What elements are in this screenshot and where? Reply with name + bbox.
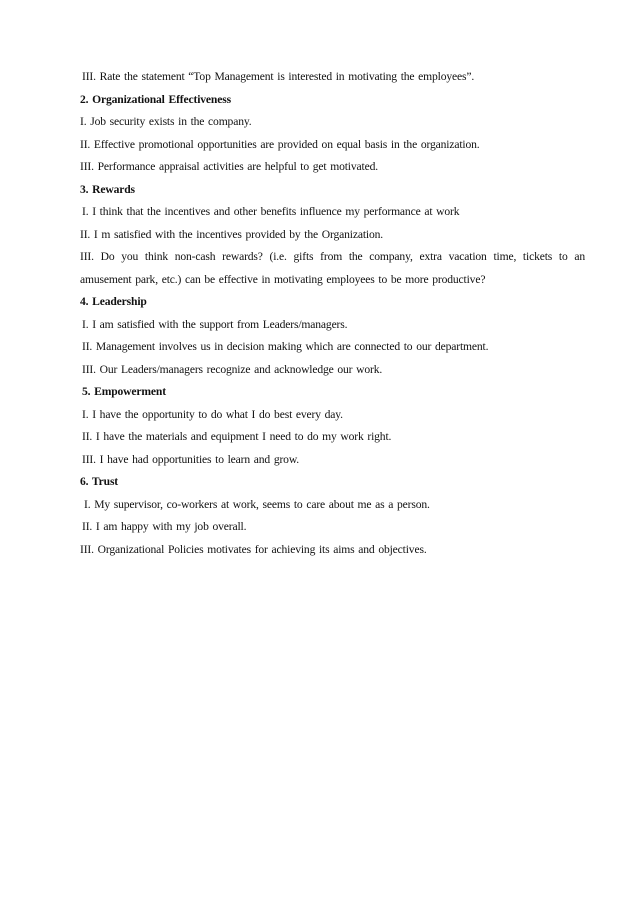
item-materials-equipment: II. I have the materials and equipment I need to do my work right. bbox=[82, 430, 392, 443]
item-incentives-influence: I. I think that the incentives and other benefits influence my performance at work bbox=[82, 205, 460, 218]
item-learn-grow: III. I have had opportunities to learn and grow. bbox=[82, 452, 300, 466]
item-rate-statement: III. Rate the statement “Top Management is interested in motivating the employees”. bbox=[82, 70, 475, 83]
section-heading-empowerment: 5. Empowerment bbox=[82, 385, 166, 398]
questionnaire-content bbox=[80, 66, 585, 561]
item-opportunity-best: I. I have the opportunity to do what I do best every day. bbox=[82, 407, 343, 421]
item-performance-appraisal: III. Performance appraisal activities are helpful to get motivated. bbox=[80, 160, 378, 173]
item-happy-job: II. I am happy with my job overall. bbox=[82, 520, 247, 533]
item-support-leaders: I. I am satisfied with the support from Leaders/managers. bbox=[82, 317, 348, 331]
section-heading-organizational-effectiveness: 2. Organizational Effectiveness bbox=[80, 92, 231, 106]
item-satisfied-incentives: II. I m satisfied with the incentives provided by the Organization. bbox=[80, 227, 384, 241]
section-heading-trust: 6. Trust bbox=[80, 475, 119, 488]
section-heading-rewards: 3. Rewards bbox=[80, 182, 135, 196]
item-leaders-recognize: III. Our Leaders/managers recognize and acknowledge our work. bbox=[82, 362, 383, 376]
item-promotional-opportunities: II. Effective promotional opportunities are provided on equal basis in the organization. bbox=[80, 137, 480, 151]
section-heading-leadership: 4. Leadership bbox=[80, 295, 147, 308]
item-management-involves: II. Management involves us in decision making which are connected to our department. bbox=[82, 340, 489, 353]
item-supervisor-cares: I. My supervisor, co-workers at work, seems to care about me as a person. bbox=[84, 497, 430, 511]
item-non-cash-rewards: III. Do you think non-cash rewards? (i.e. gifts from the company, extra vacation time, tickets to an amusement park, etc.) can be effective in motivating employees to be more productive? bbox=[80, 250, 585, 286]
item-organizational-policies: III. Organizational Policies motivates for achieving its aims and objectives. bbox=[80, 542, 427, 556]
item-job-security: I. Job security exists in the company. bbox=[80, 115, 252, 128]
